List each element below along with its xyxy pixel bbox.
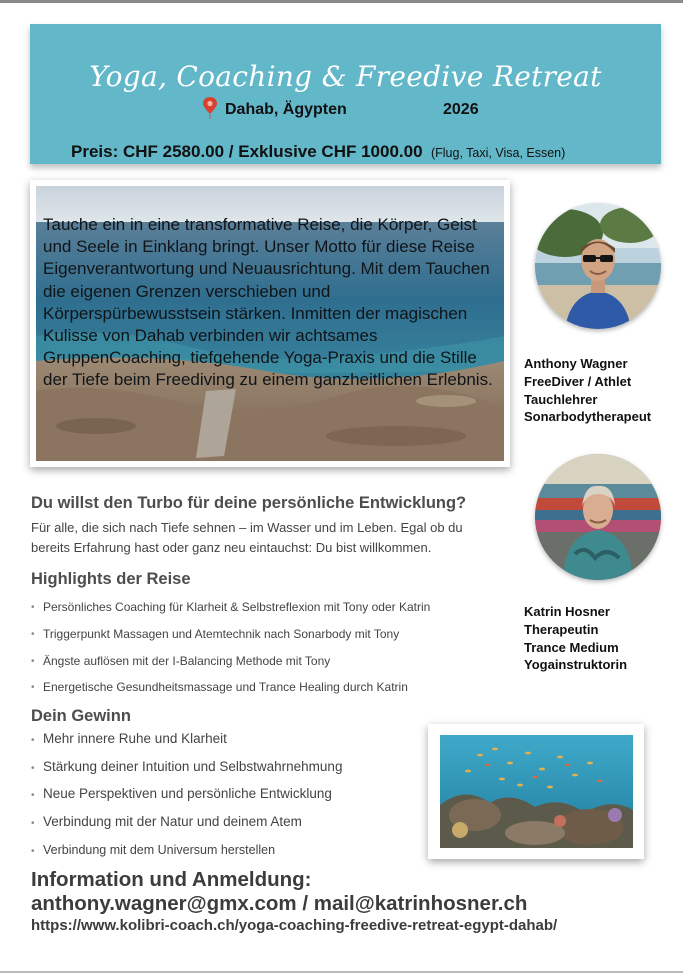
gewinn-heading: Dein Gewinn — [31, 707, 131, 725]
list-item: • Stärkung deiner Intuition und Selbstwahrnehmung — [31, 759, 342, 787]
person-card-anthony — [524, 355, 679, 426]
bullet-dot-icon: • — [31, 762, 35, 774]
price-line — [71, 142, 565, 162]
bullet-dot-icon: • — [31, 655, 35, 667]
person-role: Yogainstruktorin — [524, 657, 628, 673]
header-banner — [30, 24, 661, 164]
person-role: Therapeutin — [524, 621, 599, 637]
intro-overlay-text: Tauche ein in eine transformative Reise, die Körper, Geist und Seele in Einklang bringt. Unser Motto für diese Reise Eigenverantwortung und Neuausrichtung. Mit dem Tauchen die eigenen Grenzen verschieben und Körperspürbewusstsein stärken. Inmitten der magischen Kulisse von Dahab verbinden wir achtsames GruppenCoaching, tiefgehende Yoga-Praxis und die Stille der Tiefe beim Freediving zu einem ganzheitlichen Erlebnis. — [43, 215, 493, 390]
list-item: • Energetische Gesundheitsmassage und Trance Healing durch Katrin — [31, 680, 408, 695]
map-pin-icon — [202, 96, 218, 120]
person-role: Tauchlehrer — [524, 391, 598, 407]
highlights-list — [31, 600, 430, 707]
bullet-dot-icon: • — [31, 628, 35, 640]
sea-photo-frame — [30, 180, 510, 467]
coral-reef-photo — [440, 735, 633, 848]
gewinn-list — [31, 731, 342, 869]
retreat-title: Yoga, Coaching & Freedive Retreat — [89, 60, 602, 93]
list-item: • Verbindung mit dem Universum herstellen — [31, 842, 342, 870]
list-item: • Persönliches Coaching für Klarheit & Selbstreflexion mit Tony oder Katrin — [31, 600, 431, 614]
katrin-hosner-photo — [535, 454, 661, 580]
contact-url-link[interactable]: https://www.kolibri-coach.ch/yoga-coaching-freedive-retreat-egypt-dahab/ — [31, 917, 558, 934]
bullet-dot-icon: • — [31, 845, 35, 857]
person-role: Trance Medium — [524, 639, 619, 655]
list-item: • Verbindung mit der Natur und deinem Atem — [31, 814, 342, 842]
person-role: Sonarbodytherapeut — [524, 409, 652, 425]
highlights-heading: Highlights der Reise — [31, 570, 191, 588]
bullet-dot-icon: • — [31, 735, 35, 746]
person-role: FreeDiver / Athlet — [524, 373, 632, 389]
location-text: Dahab, Ägypten — [225, 101, 347, 118]
bullet-dot-icon: • — [31, 818, 35, 830]
price-note: (Flug, Taxi, Visa, Essen) — [430, 146, 566, 160]
turbo-heading: Du willst den Turbo für deine persönliche Entwicklung? — [31, 494, 467, 512]
price-main: Preis: CHF 2580.00 / Exklusive CHF 1000.00 — [71, 142, 423, 161]
bullet-dot-icon: • — [31, 682, 35, 694]
person-card-katrin — [524, 603, 679, 674]
diver-portrait-image — [535, 454, 661, 580]
bottom-rule — [0, 971, 683, 973]
list-item: • Ängste auflösen mit der I-Balancing Methode mit Tony — [31, 653, 331, 668]
bullet-dot-icon: • — [31, 602, 35, 613]
reef-photo-frame — [428, 724, 644, 859]
list-item: • Neue Perspektiven und persönliche Entwicklung — [31, 786, 342, 814]
contact-emails[interactable]: anthony.wagner@gmx.com / mail@katrinhosner.ch — [31, 892, 528, 915]
turbo-text: Für alle, die sich nach Tiefe sehnen – im Wasser und im Leben. Egal ob du bereits Erfahrung hast oder ganz neu eintauchst: Du bist willkommen. — [31, 520, 463, 555]
year-text: 2026 — [443, 101, 479, 118]
person-name: Anthony Wagner — [524, 356, 628, 371]
list-item: • Mehr innere Ruhe und Klarheit — [31, 731, 342, 759]
person-name: Katrin Hosner — [524, 604, 610, 619]
bullet-dot-icon: • — [31, 790, 35, 802]
list-item: • Triggerpunkt Massagen und Atemtechnik nach Sonarbody mit Tony — [31, 626, 400, 641]
anthony-wagner-photo — [535, 203, 661, 329]
top-rule — [0, 0, 683, 3]
contact-heading: Information und Anmeldung: — [31, 868, 312, 891]
beach-portrait-image — [535, 203, 661, 329]
